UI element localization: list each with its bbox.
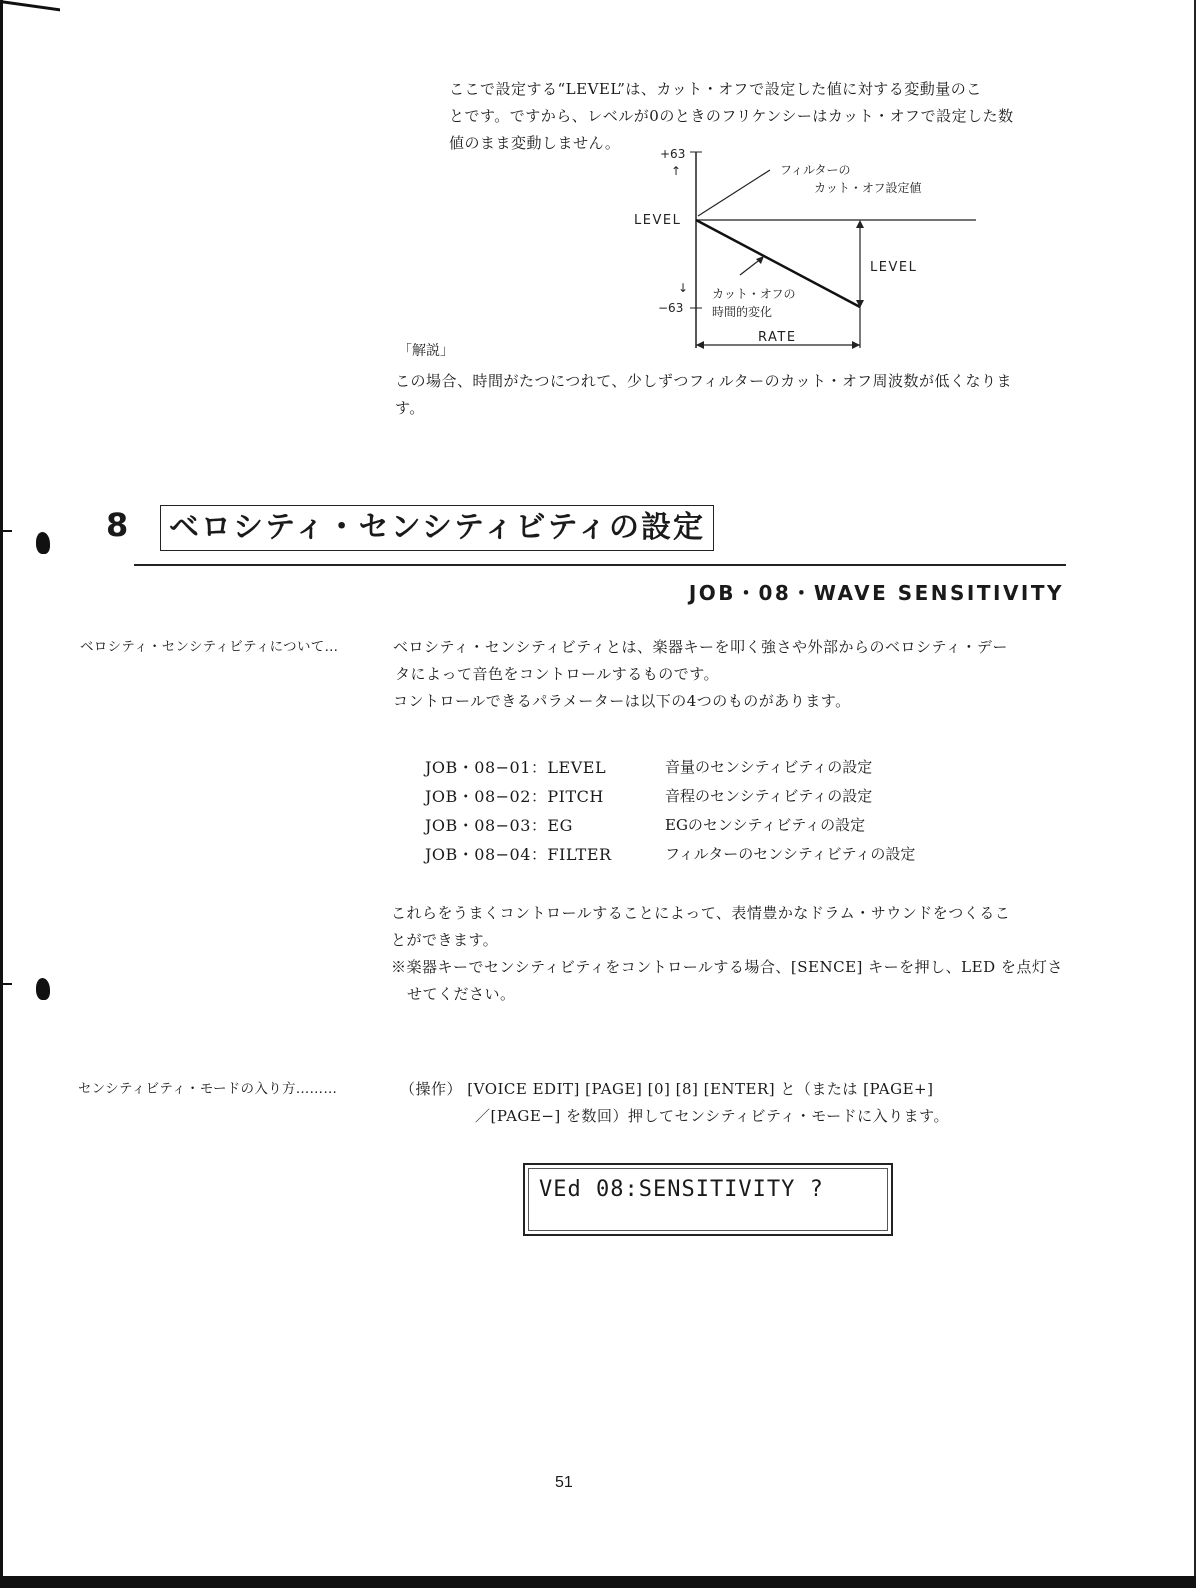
table-row bbox=[425, 810, 915, 839]
table-row bbox=[425, 839, 915, 868]
mode-entry-label: センシティビティ・モードの入り方……… bbox=[78, 1081, 338, 1097]
job-code: JOB・08−01：LEVEL bbox=[425, 758, 607, 777]
binder-hole-mark bbox=[36, 532, 50, 554]
job-description: 音程のセンシティビティの設定 bbox=[665, 787, 873, 805]
binding-edge bbox=[0, 0, 3, 1588]
up-arrow-icon: ↑ bbox=[671, 164, 682, 178]
job-header: JOB・08・WAVE SENSITIVITY bbox=[688, 581, 1064, 605]
commentary-line: この場合、時間がたつにつれて、少しずつフィルターのカット・オフ周波数が低くなりま bbox=[395, 372, 1013, 390]
job-code: JOB・08−04：FILTER bbox=[425, 845, 612, 864]
intro-line: ここで設定する“LEVEL”は、カット・オフで設定した値に対する変動量のこ bbox=[449, 80, 982, 98]
filter-label-line2: カット・オフ設定値 bbox=[814, 181, 922, 195]
page-corner-mark bbox=[0, 0, 60, 25]
rate-arrowhead-right bbox=[852, 341, 860, 349]
commentary-line: す。 bbox=[395, 399, 425, 417]
about-side-label: ベロシティ・センシティビティについて… bbox=[80, 639, 339, 655]
lcd-display bbox=[523, 1163, 893, 1236]
commentary-text bbox=[395, 368, 1075, 422]
mode-entry-line: （操作） [VOICE EDIT] [PAGE] [0] [8] [ENTER] と（または [PAGE+] bbox=[400, 1080, 934, 1098]
about-line: タによって音色をコントロールするものです。 bbox=[395, 665, 720, 683]
rate-label: RATE bbox=[758, 330, 797, 345]
section-title: ベロシティ・センシティビティの設定 bbox=[160, 505, 714, 551]
table-row bbox=[425, 752, 915, 781]
change-label-line1: カット・オフの bbox=[712, 287, 796, 301]
job-description: EGのセンシティビティの設定 bbox=[665, 816, 866, 834]
section-rule bbox=[134, 564, 1066, 566]
intro-line: とです。ですから、レベルが0のときのフリケンシーはカット・オフで設定した数 bbox=[449, 107, 1014, 125]
sence-note: ※楽器キーでセンシティビティをコントロールする場合、[SENCE] キーを押し、LED を点灯させてください。 bbox=[391, 958, 1063, 1003]
filter-level-diagram bbox=[620, 140, 990, 360]
intro-line: 値のまま変動しません。 bbox=[449, 134, 621, 152]
level-arrowhead-up bbox=[856, 220, 864, 228]
job-list-table bbox=[425, 752, 915, 868]
commentary-label: 「解説」 bbox=[398, 343, 454, 359]
closing-line: とができます。 bbox=[391, 931, 499, 949]
edge-tick bbox=[0, 983, 12, 985]
about-line: ベロシティ・センシティビティとは、楽器キーを叩く強さや外部からのベロシティ・デー bbox=[393, 638, 1008, 656]
job-description: フィルターのセンシティビティの設定 bbox=[665, 845, 916, 863]
about-text bbox=[393, 634, 1073, 715]
change-label-line2: 時間的変化 bbox=[712, 305, 773, 319]
bottom-value-label: −63 bbox=[658, 301, 684, 315]
down-arrow-icon: ↓ bbox=[678, 281, 689, 295]
closing-paragraph bbox=[391, 900, 1071, 1008]
mode-entry-line: ／[PAGE−] を数回）押してセンシティビティ・モードに入ります。 bbox=[475, 1107, 949, 1125]
job-code: JOB・08−02：PITCH bbox=[425, 787, 604, 806]
edge-tick bbox=[0, 530, 12, 532]
filter-pointer-line bbox=[698, 170, 770, 216]
table-row bbox=[425, 781, 915, 810]
binder-hole-mark bbox=[36, 978, 50, 1000]
top-value-label: +63 bbox=[660, 147, 686, 161]
mode-entry-text bbox=[400, 1076, 1080, 1130]
section-number: 8 bbox=[106, 506, 129, 544]
level-axis-label: LEVEL bbox=[634, 213, 682, 228]
job-code: JOB・08−03：EG bbox=[425, 816, 573, 835]
closing-line: これらをうまくコントロールすることによって、表情豊かなドラム・サウンドをつくるこ bbox=[391, 904, 1011, 922]
level-right-label: LEVEL bbox=[870, 260, 918, 275]
about-line: コントロールできるパラメーターは以下の4つのものがあります。 bbox=[393, 692, 851, 710]
filter-label-line1: フィルターの bbox=[780, 163, 851, 177]
page-number: 51 bbox=[555, 1474, 573, 1491]
bottom-scan-edge bbox=[0, 1576, 1196, 1588]
change-pointer-head bbox=[756, 256, 764, 264]
lcd-text: VEd 08:SENSITIVITY ? bbox=[528, 1168, 888, 1231]
job-description: 音量のセンシティビティの設定 bbox=[665, 758, 873, 776]
rate-arrowhead-left bbox=[696, 341, 704, 349]
